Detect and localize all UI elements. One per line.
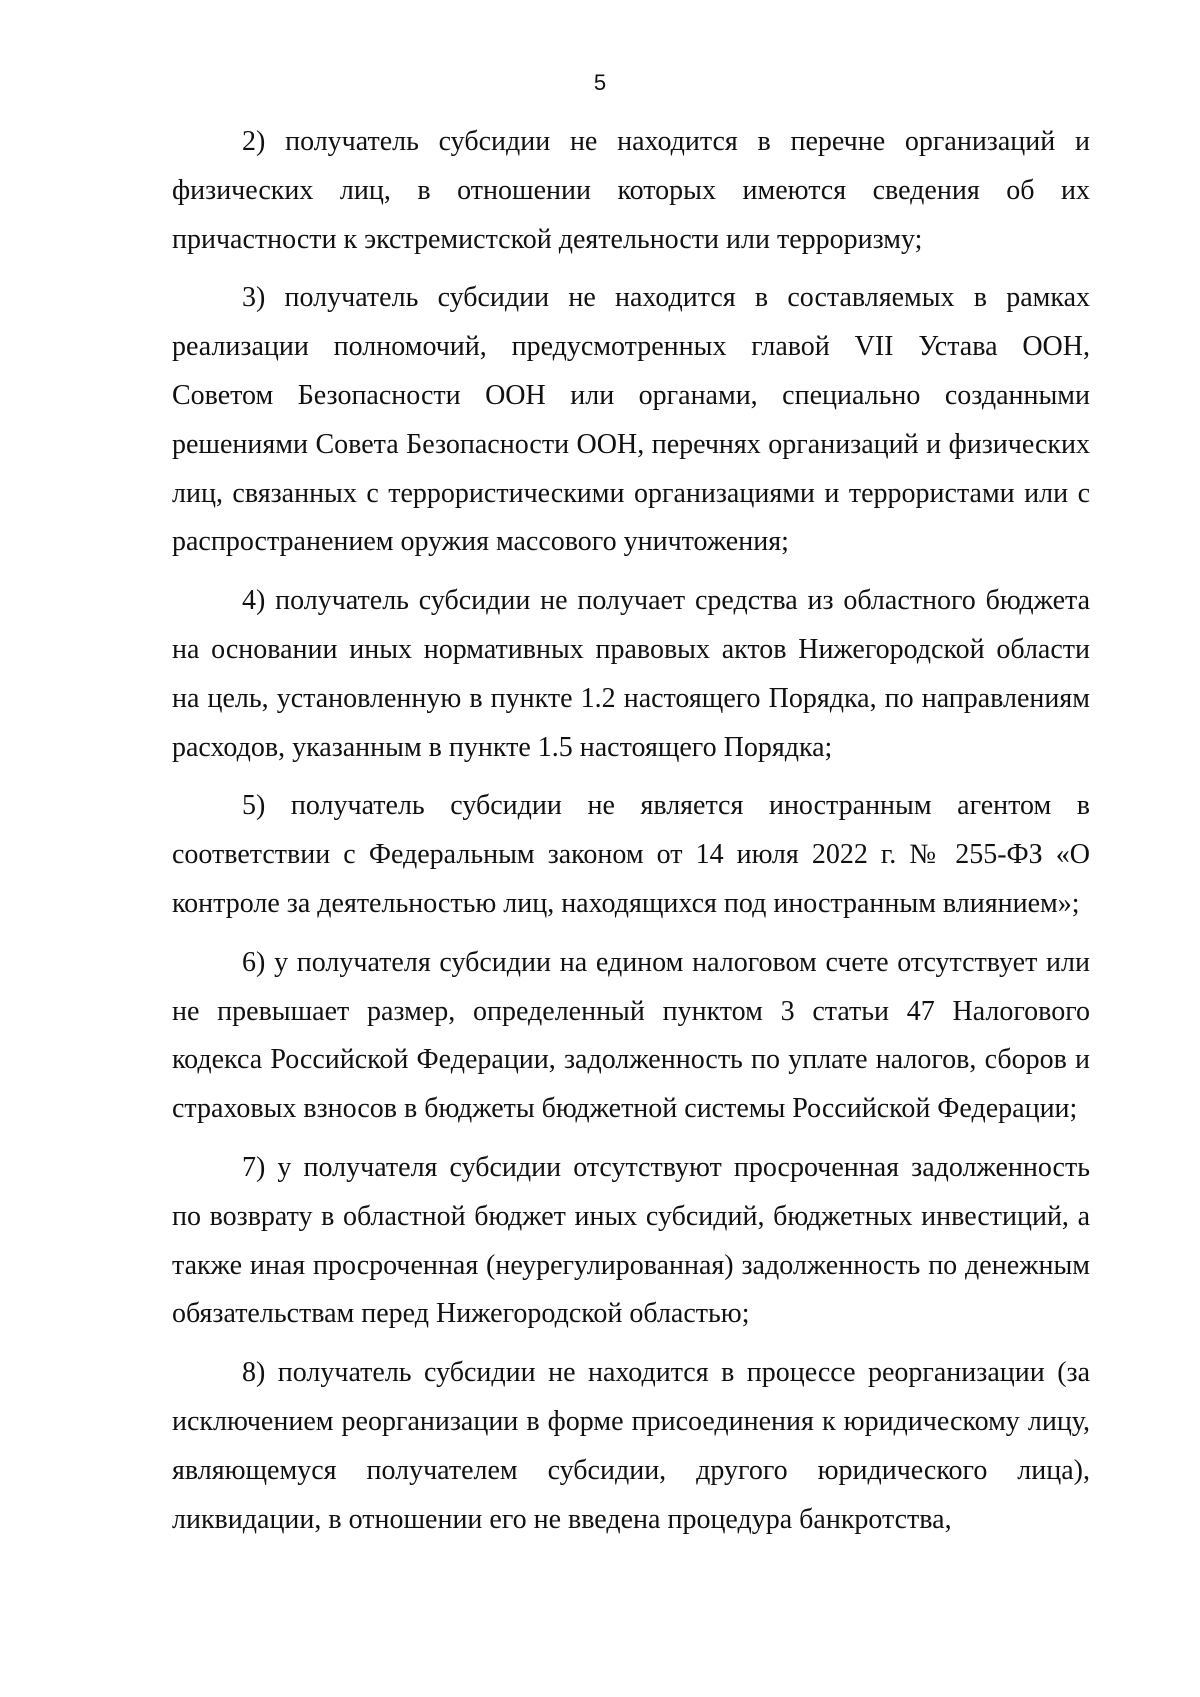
paragraph-item-7: 7) у получателя субсидии отсутствуют просроченная задолженность по возврату в областной бюджет иных субсидий, бюджетных инвестиций, а также иная просроченная (неурегулированная) задолженность по денежным обязательствам перед Нижегородской областью; xyxy=(172,1151,1090,1330)
paragraph-item-8: 8) получатель субсидии не находится в процессе реорганизации (за исключением реорганизации в форме присоединения к юридическому лицу, являющемуся получателем субсидии, другого юридического лица), ликвидации, в отношении его не введена процедура банкротства, xyxy=(172,1357,1090,1535)
paragraph-item-3: 3) получатель субсидии не находится в составляемых в рамках реализации полномочий, предусмотренных главой VII Устава ООН, Советом Безопасности ООН или органами, специально созданными решениями Совета Безопасности ООН, перечнях организаций и физических лиц, связанных с террористическими организациями и террористами или с распространением оружия массового уничтожения; xyxy=(172,282,1090,558)
page-number: 5 xyxy=(593,70,607,95)
paragraph-item-5: 5) получатель субсидии не является иностранным агентом в соответствии с Федеральным законом от 14 июля 2022 г. № 255-ФЗ «О контроле за деятельностью лиц, находящихся под иностранным влиянием»; xyxy=(172,790,1090,919)
paragraph-item-6: 6) у получателя субсидии на едином налоговом счете отсутствует или не превышает размер, определенный пунктом 3 статьи 47 Налогового кодекса Российской Федерации, задолженность по уплате налогов, сборов и страховых взносов в бюджеты бюджетной системы Российской Федерации; xyxy=(172,946,1090,1125)
paragraph-item-2: 2) получатель субсидии не находится в перечне организаций и физических лиц, в отношении которых имеются сведения об их причастности к экстремистской деятельности или терроризму; xyxy=(172,126,1090,255)
document-body xyxy=(172,118,1090,1554)
paragraph-item-4: 4) получатель субсидии не получает средства из областного бюджета на основании иных нормативных правовых актов Нижегородской области на цель, установленную в пункте 1.2 настоящего Порядка, по направлениям расходов, указанным в пункте 1.5 настоящего Порядка; xyxy=(172,585,1090,763)
